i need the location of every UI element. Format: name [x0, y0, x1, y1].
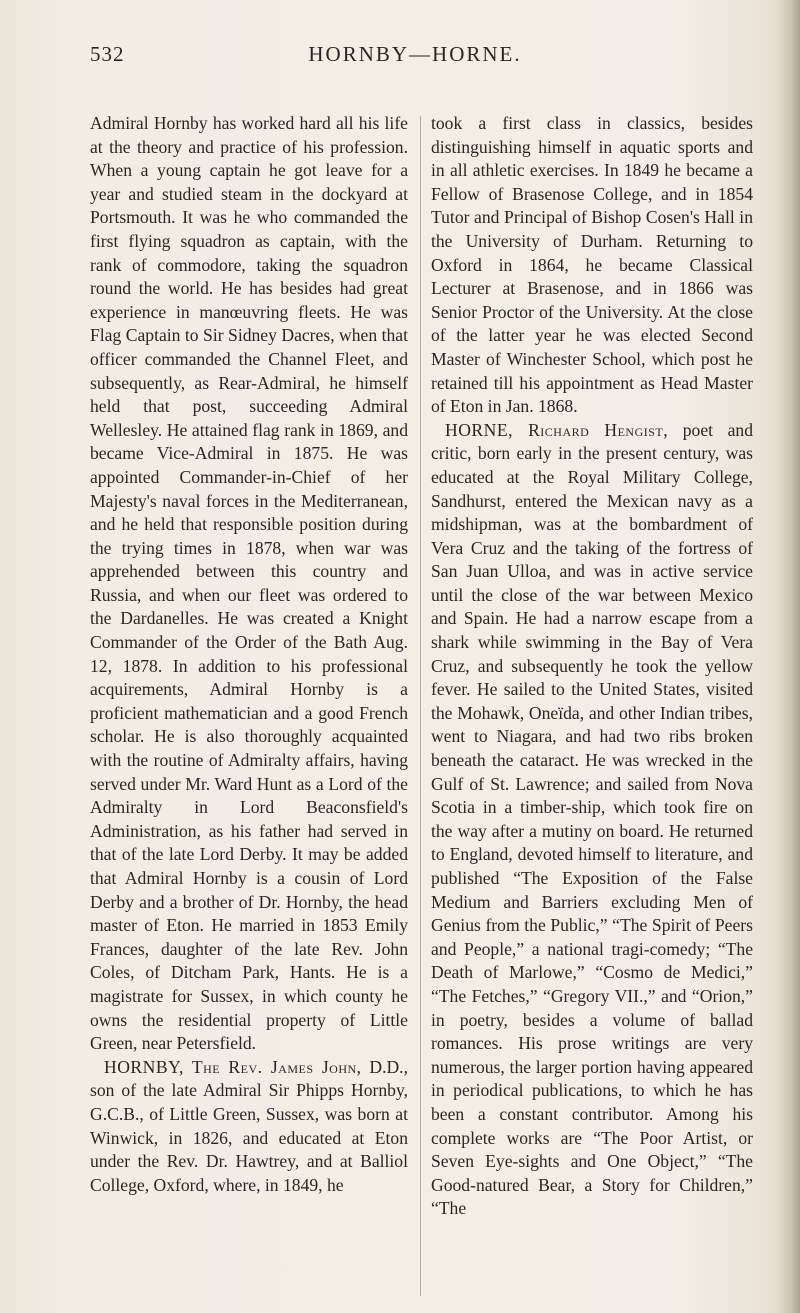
entry-paragraph-hornby-james [90, 1056, 408, 1198]
page-header [90, 42, 780, 82]
left-column [90, 112, 408, 1197]
entry-paragraph-hornby-james-cont: took a first class in classics, besides distinguishing himself in aquatic sports and in all athletic exercises. In 1849 he became a Fellow of Brasenose College, and in 1854 Tutor and Principal of Bishop Cosen's Hall in the University of Durham. Returning to Oxford in 1864, he became Classical Lecturer at Brasenose, and in 1866 was Senior Proctor of the University. At the close of the latter year he was elected Second Master of Winchester School, which post he retained till his appointment as Head Master of Eton in Jan. 1868. [431, 113, 753, 417]
column-divider [420, 116, 421, 1296]
entry-body-horne-richard: poet and critic, born early in the present century, was educated at the Royal Military College, Sandhurst, entered the Mexican navy as a midshipman, was at the bombardment of Vera Cruz and the taking of the fortress of San Juan Ulloa, and was in active service until the close of the war between Mexico and Spain. He had a narrow escape from a shark while swimming in the Bay of Vera Cruz, and subsequently he took the yellow fever. He sailed to the United States, visited the Mohawk, Oneïda, and other Indian tribes, went to Niagara, and had two ribs broken beneath the cataract. He was wrecked in the Gulf of St. Lawrence; and sailed from Nova Scotia in a timber-ship, which took fire on the way after a mutiny on board. He returned to England, devoted himself to literature, and published “The Exposition of the False Medium and Barriers excluding Men of Genius from the Public,” “The Spirit of Peers and People,” a national tragi-comedy; “The Death of Marlowe,” “Cosmo de Medici,” “The Fetches,” “Gregory VII.,” and “Orion,” in poetry, besides a volume of ballad romances. His prose writings are very numerous, the larger portion having appeared in periodical publications, to which he has been a constant contributor. Among his complete works are “The Poor Artist, or Seven Eye-sights and One Object,” “The Good-natured Bear, a Story for Children,” “The [431, 419, 753, 1219]
entry-paragraph-hornby-admiral: Admiral Hornby has worked hard all his life at the theory and practice of his profession. When a young captain he got leave for a year and studied steam in the dockyard at Portsmouth. It was he who commanded the first flying squadron as captain, with the rank of commodore, taking the squadron round the world. He has besides had great experience in manœuvring fleets. He was Flag Captain to Sir Sidney Dacres, when that officer commanded the Channel Fleet, and subsequently, as Rear-Admiral, he himself held that post, succeeding Admiral Wellesley. He attained flag rank in 1869, and became Vice-Admiral in 1875. He was appointed Commander-in-Chief of her Majesty's naval forces in the Mediterranean, and he held that responsible position during the trying times in 1878, when war was apprehended between this country and Russia, and when our fleet was ordered to the Dardanelles. He was created a Knight Commander of the Order of the Bath Aug. 12, 1878. In addition to his professional acquirements, Admiral Hornby is a proficient mathematician and a good French scholar. He is also thoroughly acquainted with the routine of Admiralty affairs, having served under Mr. Ward Hunt as a Lord of the Admiralty in Lord Beaconsfield's Administration, as his father had served in that of the late Lord Derby. It may be added that Admiral Hornby is a cousin of Lord Derby and a brother of Dr. Hornby, the head master of Eton. He married in 1853 Emily Frances, daughter of the late Rev. John Coles, of Ditcham Park, Hants. He is a magistrate for Sussex, in which county he owns the residential property of Little Green, near Petersfield. [90, 113, 408, 1054]
right-column [431, 112, 753, 1221]
entry-body-hornby-james: D.D., son of the late Admiral Sir Phipps Hornby, G.C.B., of Little Green, Sussex, was born at Winwick, in 1826, and educated at Eton under the Rev. Dr. Hawtrey, and at Balliol College, Oxford, where, in 1849, he [90, 1056, 408, 1195]
page-edge-shadow [778, 0, 800, 1313]
page-number: 532 [90, 42, 125, 66]
entry-heading-horne-richard: HORNE, Richard Hengist, [445, 419, 669, 440]
entry-paragraph-horne-richard [431, 419, 753, 1221]
entry-heading-hornby-james: HORNBY, The Rev. James John, [104, 1056, 362, 1077]
running-head: HORNBY—HORNE. [308, 42, 522, 66]
